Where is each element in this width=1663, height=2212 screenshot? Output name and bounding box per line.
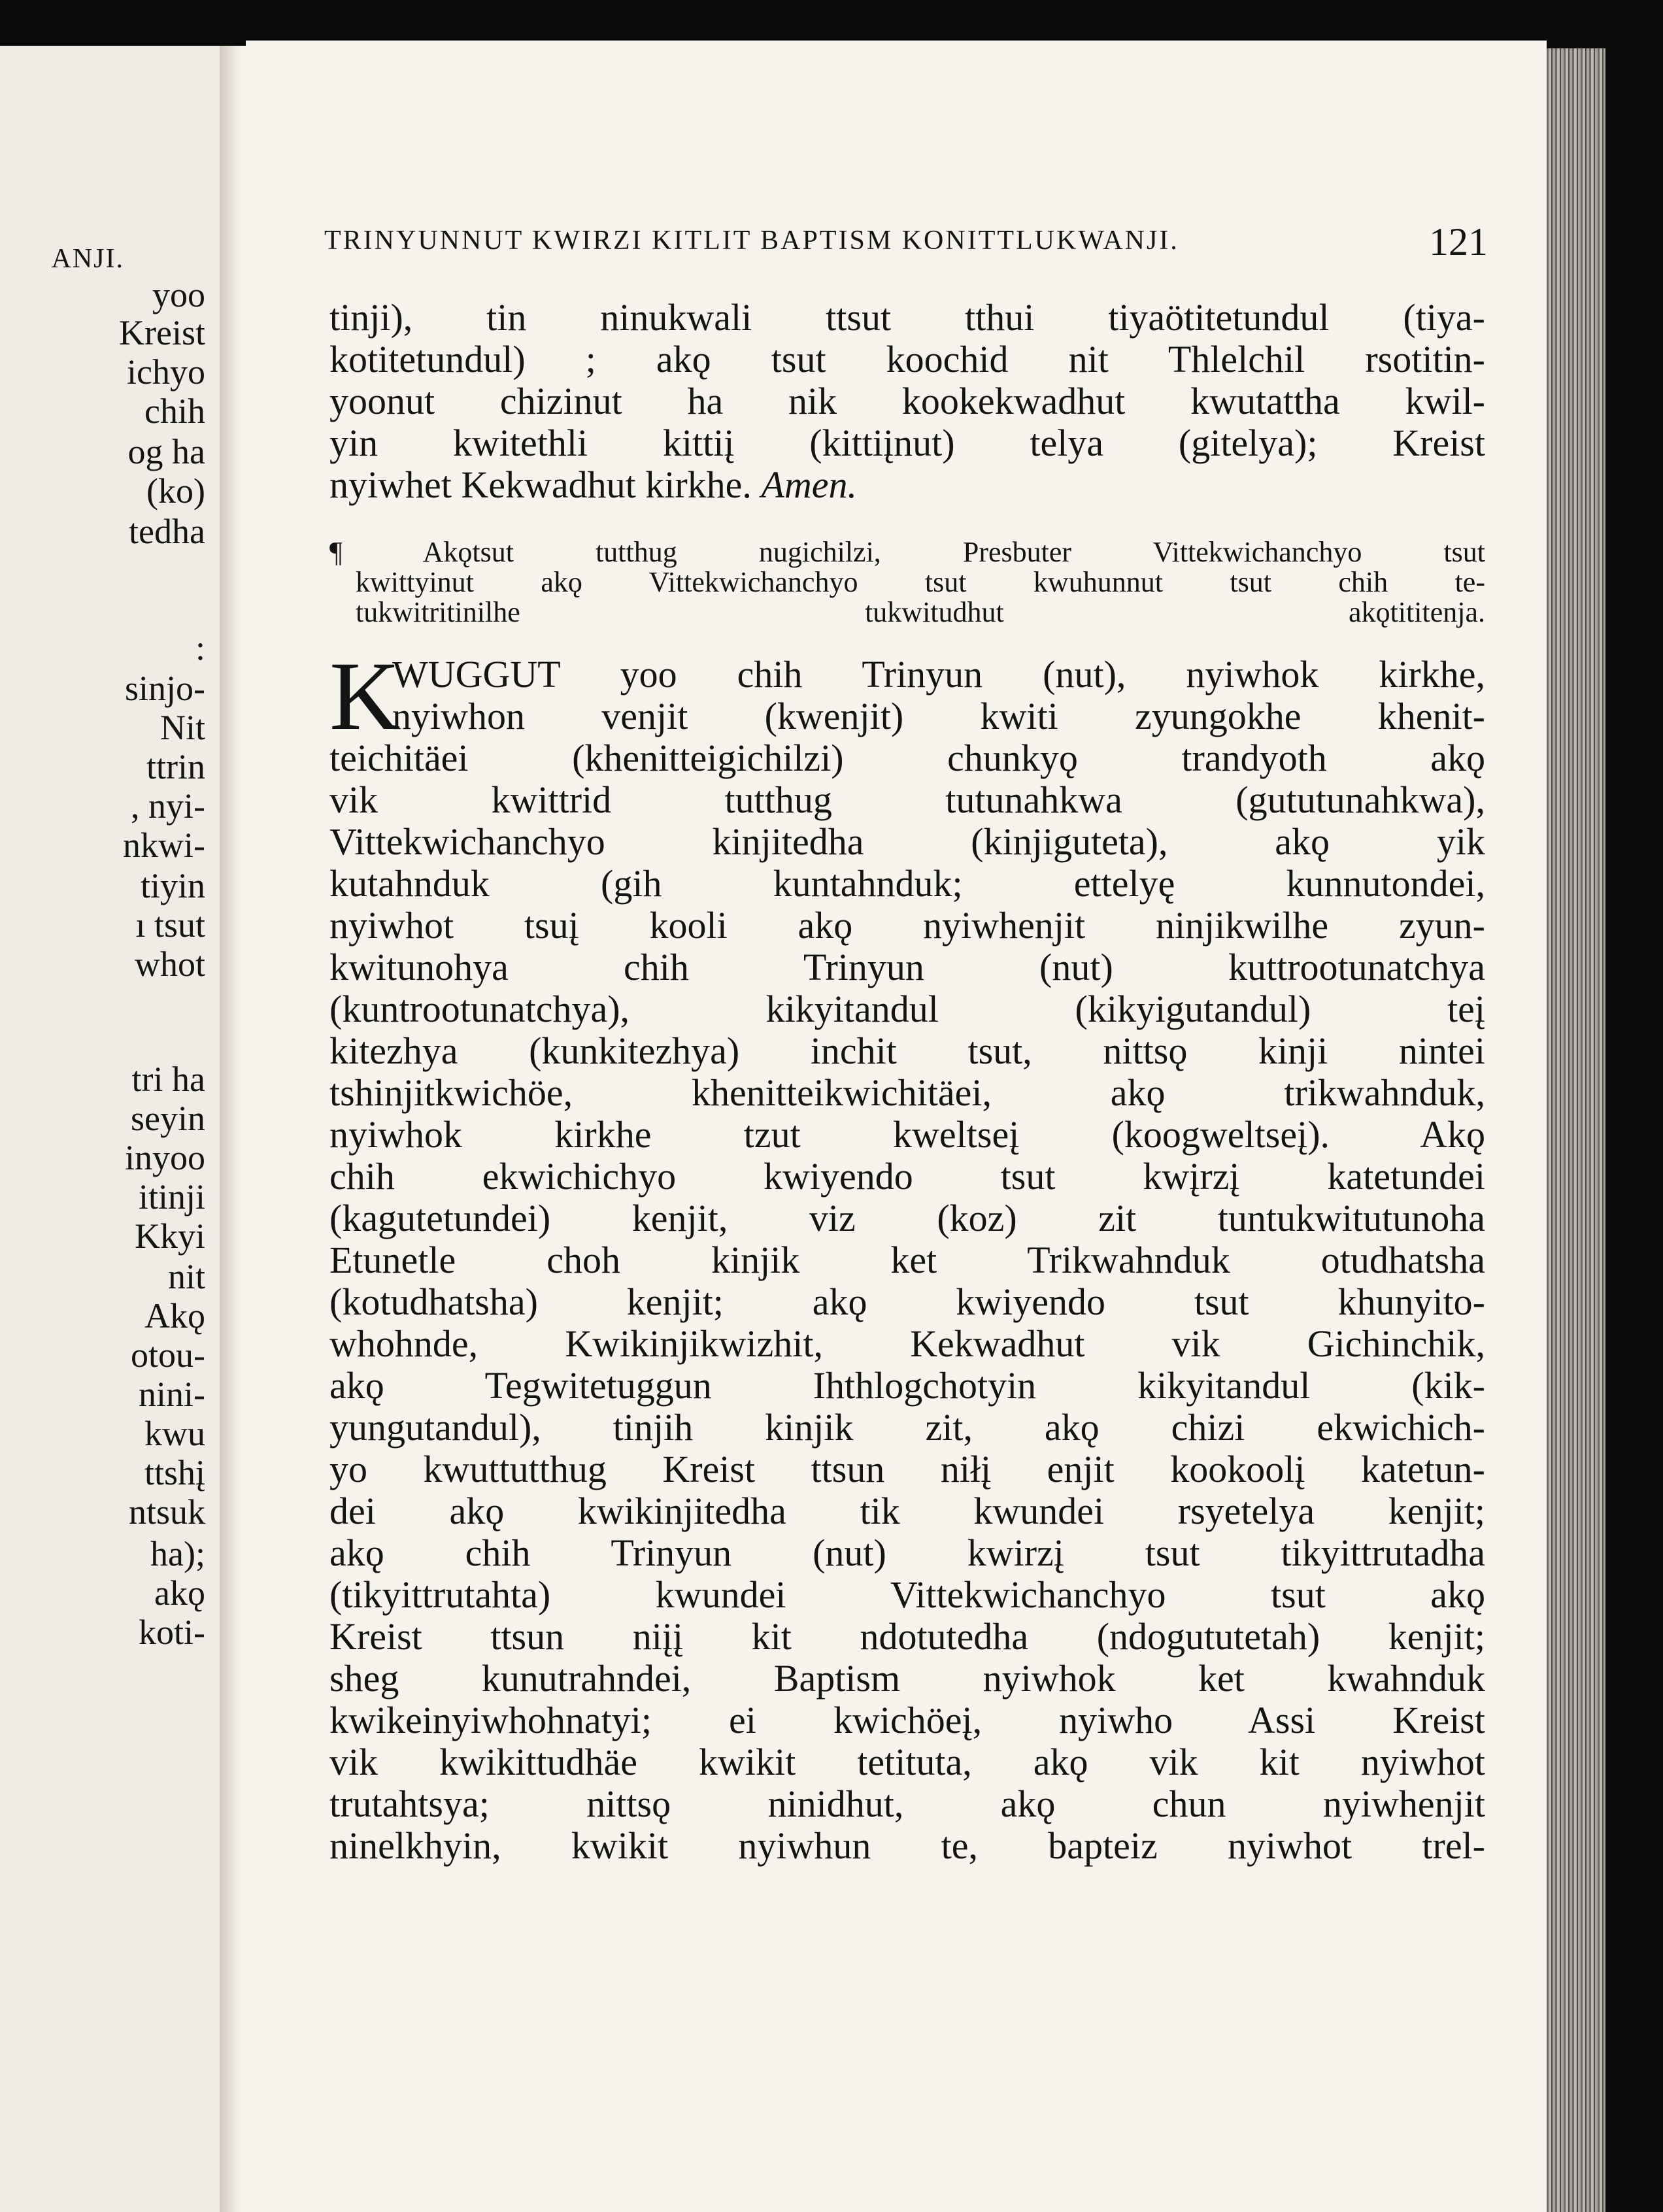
left-page-line: Kreist xyxy=(119,313,205,352)
page-edges xyxy=(1547,48,1605,2212)
body-text xyxy=(329,297,1485,1867)
text-line: yungutandul), tinjih kinjik zit, akǫ chizi ekwichich- xyxy=(329,1406,1485,1449)
text-line: sheg kunutrahndei, Baptism nyiwhok ket kwahnduk xyxy=(329,1657,1485,1700)
text-line: akǫ Tegwitetuggun Ihthlogchotyin kikyitandul (kik- xyxy=(329,1364,1485,1407)
text-line: tshinjitkwichöe, khenitteikwichitäei, akǫ trikwahnduk, xyxy=(329,1071,1485,1114)
running-title: TRINYUNNUT KWIRZI KITLIT BAPTISM KONITTLUKWANJI. xyxy=(324,226,1179,256)
main-paragraph-lines xyxy=(329,695,1485,1867)
left-page-line: sinjo- xyxy=(124,669,205,708)
left-page-line: nkwi- xyxy=(123,826,205,865)
text-line: nyiwhot tsuį kooli akǫ nyiwhenjit ninjikwilhe zyun- xyxy=(329,904,1485,947)
left-page-line: ttrin xyxy=(146,747,205,786)
left-page-line: : xyxy=(195,628,205,667)
left-page-line: Nit xyxy=(160,708,205,747)
left-page-line: tedha xyxy=(129,512,205,551)
text-line: yin kwitethli kittiį (kittiįnut) telya (gitelya); Kreist xyxy=(329,422,1485,464)
left-page-line: whot xyxy=(135,945,205,984)
left-page-line: seyin xyxy=(131,1099,205,1138)
left-page-line: nit xyxy=(167,1257,205,1296)
text-line: Kreist ttsun niįį kit ndotutedha (ndogututetah) kenjit; xyxy=(329,1615,1485,1658)
left-page-line: ttshį xyxy=(144,1453,205,1492)
left-page-line: nini- xyxy=(139,1375,205,1414)
running-head xyxy=(324,220,1488,263)
left-page-line: yoo xyxy=(152,275,205,314)
text-line: teichitäei (khenitteigichilzi) chunkyǫ trandyoth akǫ xyxy=(329,737,1485,779)
right-page xyxy=(246,41,1547,2212)
rubric-paragraph xyxy=(329,537,1485,628)
left-page-line: kwu xyxy=(144,1414,205,1453)
text-line: kwitunohya chih Trinyun (nut) kuttrootunatchya xyxy=(329,946,1485,988)
text-line: Etunetle choh kinjik ket Trikwahnduk otudhatsha xyxy=(329,1239,1485,1281)
text-line: kotitetundul) ; akǫ tsut koochid nit Thlelchil rsotitin- xyxy=(329,338,1485,380)
left-page-line: ha); xyxy=(150,1534,205,1573)
text-line: (kuntrootunatchya), kikyitandul (kikyigutandul) teį xyxy=(329,988,1485,1030)
left-page-line: otou- xyxy=(131,1335,205,1375)
text-line: yo kwuttutthug Kreist ttsun niłį enjit kookoolį katetun- xyxy=(329,1448,1485,1490)
left-page-line: Akǫ xyxy=(144,1296,205,1335)
left-page-line: tiyin xyxy=(140,866,205,905)
left-page-line: itinji xyxy=(138,1177,205,1216)
text-line: kitezhya (kunkitezhya) inchit tsut, nittsǫ kinji nintei xyxy=(329,1030,1485,1072)
left-page-line: ı tsut xyxy=(135,905,205,945)
text-line: akǫ chih Trinyun (nut) kwirzį tsut tikyittrutadha xyxy=(329,1532,1485,1574)
left-page-line: ichyo xyxy=(127,352,205,392)
text-line: yoonut chizinut ha nik kookekwadhut kwutattha kwil- xyxy=(329,380,1485,422)
text-line: ninelkhyin, kwikit nyiwhun te, bapteiz nyiwhot trel- xyxy=(329,1824,1485,1867)
left-page-line: (ko) xyxy=(146,471,205,511)
top-paragraph-last-line: nyiwhet Kekwadhut kirkhe. Amen. xyxy=(329,463,857,506)
text-line: trutahtsya; nittsǫ ninidhut, akǫ chun nyiwhenjit xyxy=(329,1783,1485,1825)
left-page-line: tri ha xyxy=(131,1060,205,1099)
left-running-head: ANJI. xyxy=(51,244,124,274)
left-page-line: , nyi- xyxy=(131,786,205,826)
left-page xyxy=(0,46,222,2212)
book-gutter xyxy=(220,46,246,2212)
left-page-line: ntsuk xyxy=(128,1492,205,1532)
text-line: kutahnduk (gih kuntahnduk; ettelyę kunnutondei, xyxy=(329,862,1485,905)
main-paragraph xyxy=(329,642,1485,1867)
text-line: Vittekwichanchyo kinjitedha (kinjiguteta), akǫ yik xyxy=(329,820,1485,863)
left-page-line: koti- xyxy=(139,1613,205,1652)
drop-cap: K xyxy=(329,642,401,750)
left-page-line: inyoo xyxy=(124,1138,205,1177)
top-paragraph xyxy=(329,297,1485,464)
rubric-line: kwittyinut akǫ Vittekwichanchyo tsut kwuhunnut tsut chih te- xyxy=(356,566,1485,598)
text-line: (tikyittrutahta) kwundei Vittekwichanchyo tsut akǫ xyxy=(329,1573,1485,1616)
left-page-line: chih xyxy=(144,392,205,431)
text-line: chih ekwichichyo kwiyendo tsut kwįrzį katetundei xyxy=(329,1155,1485,1198)
left-page-line: og ha xyxy=(127,432,205,471)
left-page-line: akǫ xyxy=(154,1573,205,1613)
rubric-line: tukwitritinilhe tukwitudhut akǫtititenja. xyxy=(356,596,1485,628)
main-first-line: WUGGUT yoo chih Trinyun (nut), nyiwhok kirkhe, xyxy=(392,653,1485,695)
text-line: nyiwhon venjit (kwenjit) kwiti zyungokhe khenit- xyxy=(392,695,1485,737)
text-line: tinji), tin ninukwali ttsut tthui tiyaötitetundul (tiya- xyxy=(329,296,1485,339)
text-line: kwikeinyiwhohnatyi; ei kwichöeį, nyiwho Assi Kreist xyxy=(329,1699,1485,1741)
text-line: dei akǫ kwikinjitedha tik kwundei rsyetelya kenjit; xyxy=(329,1490,1485,1532)
left-page-line: Kkyi xyxy=(135,1216,205,1256)
rubric-line: ¶ Akǫtsut tutthug nugichilzi, Presbuter Vittekwichanchyo tsut xyxy=(329,536,1485,568)
text-line: vik kwittrid tutthug tutunahkwa (gututunahkwa), xyxy=(329,779,1485,821)
text-line: (kagutetundei) kenjit, viz (koz) zit tuntukwitutunoha xyxy=(329,1197,1485,1239)
text-line: (kotudhatsha) kenjit; akǫ kwiyendo tsut khunyito- xyxy=(329,1281,1485,1323)
page-number: 121 xyxy=(1429,220,1488,263)
text-line: nyiwhok kirkhe tzut kweltseį (koogweltseį). Akǫ xyxy=(329,1113,1485,1156)
text-line: vik kwikittudhäe kwikit tetituta, akǫ vik kit nyiwhot xyxy=(329,1741,1485,1783)
text-line: whohnde, Kwikinjikwizhit, Kekwadhut vik Gichinchik, xyxy=(329,1322,1485,1365)
amen-italic: Amen. xyxy=(761,463,857,506)
